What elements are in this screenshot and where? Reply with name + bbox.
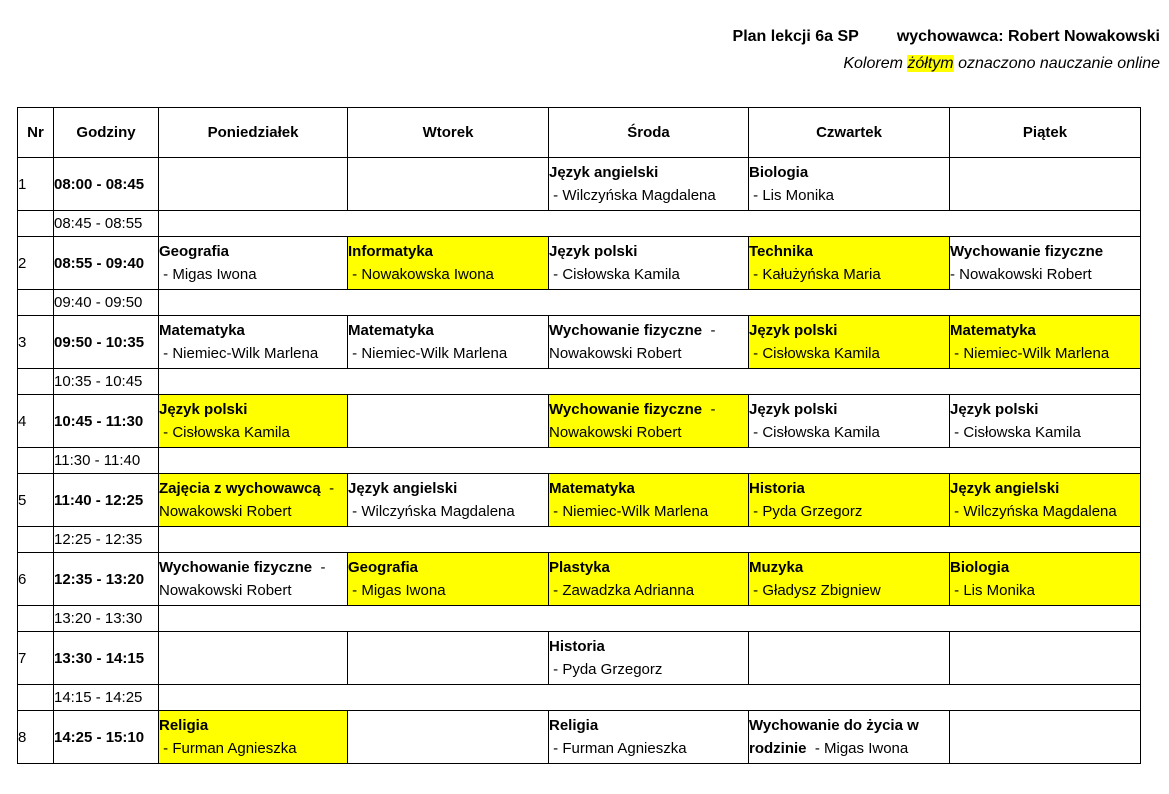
lesson-hours: 11:40 - 12:25 xyxy=(54,474,159,527)
lesson-cell-fri xyxy=(950,395,1141,448)
lesson-number: 1 xyxy=(18,158,54,211)
lesson-cell-thu xyxy=(749,711,950,764)
teacher-name: - Nowakowska Iwona xyxy=(348,266,494,283)
lesson-cell-mon xyxy=(159,711,348,764)
lesson-hours: 13:30 - 14:15 xyxy=(54,632,159,685)
subject-name: Historia xyxy=(749,480,805,497)
break-fill xyxy=(159,527,1141,553)
teacher-name: - Cisłowska Kamila xyxy=(950,424,1081,441)
lesson-cell-fri xyxy=(950,711,1141,764)
col-header-hours: Godziny xyxy=(54,108,159,158)
break-hours: 11:30 - 11:40 xyxy=(54,448,159,474)
subject-name-bold: Wychowanie fizyczne xyxy=(159,559,313,576)
timetable xyxy=(17,107,1141,764)
subject-name: Wychowanie do życia w xyxy=(749,717,919,734)
teacher-name: - Gładysz Zbigniew xyxy=(749,582,881,599)
legend-note-end: oznaczono nauczanie online xyxy=(953,55,1160,72)
subject-name: Religia xyxy=(549,717,599,734)
lesson-cell-mon xyxy=(159,158,348,211)
break-empty-cell xyxy=(18,290,54,316)
teacher-name: - Wilczyńska Magdalena xyxy=(348,503,515,520)
lesson-hours: 14:25 - 15:10 xyxy=(54,711,159,764)
lesson-cell-thu xyxy=(749,553,950,606)
teacher-name: Nowakowski Robert xyxy=(159,582,292,599)
lesson-cell-mon xyxy=(159,237,348,290)
header-row xyxy=(18,108,1141,158)
subject-name xyxy=(159,556,347,579)
teacher-name: - Cisłowska Kamila xyxy=(749,345,880,362)
subject-name: Język polski xyxy=(749,322,838,339)
lesson-cell-wed xyxy=(549,553,749,606)
lesson-cell-thu xyxy=(749,632,950,685)
break-empty-cell xyxy=(18,606,54,632)
subject-name: Muzyka xyxy=(749,559,804,576)
teacher-name: Nowakowski Robert xyxy=(549,345,682,362)
lesson-cell-mon xyxy=(159,316,348,369)
lesson-hours: 08:55 - 09:40 xyxy=(54,237,159,290)
lesson-cell-fri xyxy=(950,632,1141,685)
legend-highlight: żółtym xyxy=(907,55,954,72)
subject-name: Geografia xyxy=(348,559,419,576)
schedule-title: Plan lekcji 6a SP xyxy=(732,28,859,45)
lesson-number: 3 xyxy=(18,316,54,369)
lesson-cell-mon xyxy=(159,474,348,527)
teacher-name: Nowakowski Robert xyxy=(549,424,682,441)
lesson-row xyxy=(18,158,1141,211)
lesson-number: 4 xyxy=(18,395,54,448)
col-header-monday: Poniedziałek xyxy=(159,108,348,158)
subject-dash: - xyxy=(702,322,716,339)
subject-name: Matematyka xyxy=(950,322,1036,339)
subject-name-bold: Wychowanie fizyczne xyxy=(549,322,703,339)
lesson-cell-tue xyxy=(348,237,549,290)
col-header-wednesday: Środa xyxy=(549,108,749,158)
subject-name: Biologia xyxy=(950,559,1010,576)
lesson-cell-thu xyxy=(749,474,950,527)
break-empty-cell xyxy=(18,527,54,553)
subject-name: Wychowanie fizyczne xyxy=(950,243,1104,260)
break-fill xyxy=(159,369,1141,395)
teacher-name: - Migas Iwona xyxy=(348,582,446,599)
lesson-cell-tue xyxy=(348,711,549,764)
subject-name: Geografia xyxy=(159,243,230,260)
break-hours: 12:25 - 12:35 xyxy=(54,527,159,553)
subject-dash: - xyxy=(702,401,716,418)
col-header-friday: Piątek xyxy=(950,108,1141,158)
lesson-cell-tue xyxy=(348,395,549,448)
teacher-name: - Wilczyńska Magdalena xyxy=(549,187,716,204)
col-header-thursday: Czwartek xyxy=(749,108,950,158)
teacher-name-text: - Migas Iwona xyxy=(806,740,909,757)
lesson-cell-thu xyxy=(749,395,950,448)
teacher-name: - Migas Iwona xyxy=(159,266,257,283)
break-row xyxy=(18,527,1141,553)
lesson-cell-fri xyxy=(950,553,1141,606)
teacher-name: - Niemiec-Wilk Marlena xyxy=(159,345,319,362)
lesson-row xyxy=(18,237,1141,290)
break-hours: 13:20 - 13:30 xyxy=(54,606,159,632)
teacher-name: - Cisłowska Kamila xyxy=(749,424,880,441)
lesson-row xyxy=(18,316,1141,369)
teacher-name: Nowakowski Robert xyxy=(159,503,292,520)
schedule-title-line xyxy=(733,28,1160,46)
lesson-cell-mon xyxy=(159,395,348,448)
lesson-row xyxy=(18,474,1141,527)
teacher-name: - Wilczyńska Magdalena xyxy=(950,503,1117,520)
break-row xyxy=(18,606,1141,632)
lesson-cell-mon xyxy=(159,632,348,685)
lesson-cell-tue xyxy=(348,632,549,685)
break-hours: 14:15 - 14:25 xyxy=(54,685,159,711)
subject-name: Matematyka xyxy=(348,322,434,339)
break-fill xyxy=(159,606,1141,632)
lesson-cell-wed xyxy=(549,632,749,685)
subject-name: Język polski xyxy=(749,401,838,418)
teacher-name: - Niemiec-Wilk Marlena xyxy=(348,345,508,362)
break-fill xyxy=(159,448,1141,474)
break-empty-cell xyxy=(18,448,54,474)
subject-name xyxy=(549,319,748,342)
teacher-name: - Cisłowska Kamila xyxy=(159,424,290,441)
subject-name: Język angielski xyxy=(950,480,1060,497)
lesson-cell-mon xyxy=(159,553,348,606)
break-fill xyxy=(159,685,1141,711)
subject-name-continued: rodzinie xyxy=(749,740,807,757)
lesson-cell-wed xyxy=(549,474,749,527)
lesson-number: 6 xyxy=(18,553,54,606)
class-teacher: wychowawca: Robert Nowakowski xyxy=(896,28,1160,45)
lesson-hours: 09:50 - 10:35 xyxy=(54,316,159,369)
subject-name: Język polski xyxy=(549,243,638,260)
lesson-row xyxy=(18,553,1141,606)
lesson-hours: 10:45 - 11:30 xyxy=(54,395,159,448)
break-row xyxy=(18,685,1141,711)
subject-name: Informatyka xyxy=(348,243,434,260)
subject-dash: - xyxy=(320,480,335,497)
subject-name: Język polski xyxy=(159,401,248,418)
lesson-cell-tue xyxy=(348,316,549,369)
lesson-cell-wed xyxy=(549,316,749,369)
lesson-cell-tue xyxy=(348,158,549,211)
subject-name: Historia xyxy=(549,638,605,655)
subject-name: Religia xyxy=(159,717,209,734)
teacher-name: - Niemiec-Wilk Marlena xyxy=(950,345,1110,362)
break-row xyxy=(18,448,1141,474)
break-empty-cell xyxy=(18,211,54,237)
lesson-hours: 12:35 - 13:20 xyxy=(54,553,159,606)
break-row xyxy=(18,290,1141,316)
teacher-name: - Kałużyńska Maria xyxy=(749,266,881,283)
lesson-cell-tue xyxy=(348,474,549,527)
break-fill xyxy=(159,290,1141,316)
teacher-name: - Cisłowska Kamila xyxy=(549,266,680,283)
lesson-row xyxy=(18,711,1141,764)
teacher-name: - Niemiec-Wilk Marlena xyxy=(549,503,709,520)
lesson-cell-fri xyxy=(950,316,1141,369)
lesson-number: 7 xyxy=(18,632,54,685)
lesson-cell-wed xyxy=(549,711,749,764)
break-hours: 09:40 - 09:50 xyxy=(54,290,159,316)
subject-name xyxy=(159,477,347,500)
teacher-name: - Zawadzka Adrianna xyxy=(549,582,695,599)
lesson-number: 8 xyxy=(18,711,54,764)
subject-name-bold: Wychowanie fizyczne xyxy=(549,401,703,418)
lesson-row xyxy=(18,395,1141,448)
teacher-name: - Nowakowski Robert xyxy=(950,266,1092,283)
subject-name: Matematyka xyxy=(159,322,245,339)
break-hours: 08:45 - 08:55 xyxy=(54,211,159,237)
lesson-cell-wed xyxy=(549,237,749,290)
subject-name: Matematyka xyxy=(549,480,635,497)
break-empty-cell xyxy=(18,369,54,395)
subject-name: Język angielski xyxy=(549,164,659,181)
lesson-row xyxy=(18,632,1141,685)
break-empty-cell xyxy=(18,685,54,711)
lesson-cell-thu xyxy=(749,237,950,290)
lesson-cell-thu xyxy=(749,158,950,211)
legend-note-start: Kolorem xyxy=(843,55,908,72)
lesson-cell-thu xyxy=(749,316,950,369)
subject-name xyxy=(549,398,748,421)
break-hours: 10:35 - 10:45 xyxy=(54,369,159,395)
break-row xyxy=(18,369,1141,395)
lesson-number: 2 xyxy=(18,237,54,290)
subject-name: Technika xyxy=(749,243,813,260)
subject-name: Język angielski xyxy=(348,480,458,497)
teacher-name xyxy=(749,737,949,760)
teacher-name: - Pyda Grzegorz xyxy=(549,661,663,678)
lesson-cell-wed xyxy=(549,395,749,448)
break-row xyxy=(18,211,1141,237)
col-header-tuesday: Wtorek xyxy=(348,108,549,158)
teacher-name: - Lis Monika xyxy=(749,187,835,204)
break-fill xyxy=(159,211,1141,237)
col-header-nr: Nr xyxy=(18,108,54,158)
subject-name: Język polski xyxy=(950,401,1039,418)
lesson-number: 5 xyxy=(18,474,54,527)
teacher-name: - Lis Monika xyxy=(950,582,1036,599)
lesson-cell-wed xyxy=(549,158,749,211)
lesson-cell-fri xyxy=(950,474,1141,527)
teacher-name: - Furman Agnieszka xyxy=(549,740,687,757)
subject-name: Biologia xyxy=(749,164,809,181)
lesson-cell-fri xyxy=(950,237,1141,290)
teacher-name: - Furman Agnieszka xyxy=(159,740,297,757)
legend-note xyxy=(843,55,1160,73)
lesson-cell-fri xyxy=(950,158,1141,211)
subject-name-bold: Zajęcia z wychowawcą xyxy=(159,480,321,497)
subject-dash: - xyxy=(312,559,326,576)
subject-name: Plastyka xyxy=(549,559,610,576)
lesson-cell-tue xyxy=(348,553,549,606)
lesson-hours: 08:00 - 08:45 xyxy=(54,158,159,211)
teacher-name: - Pyda Grzegorz xyxy=(749,503,863,520)
